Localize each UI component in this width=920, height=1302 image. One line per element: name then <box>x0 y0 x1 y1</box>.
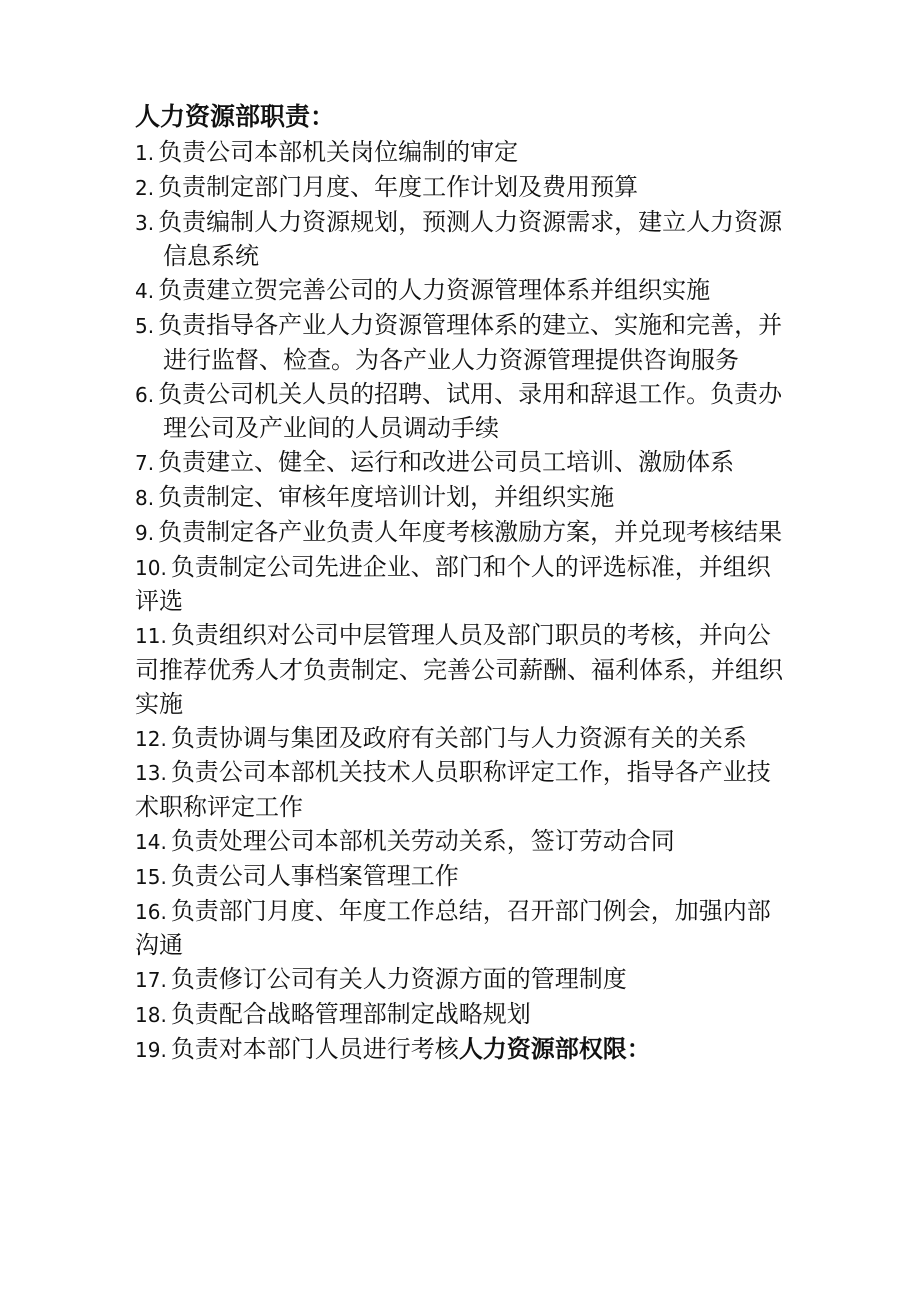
item-text: 负责建立贺完善公司的人力资源管理体系并组织实施 <box>158 276 711 305</box>
item-text: 负责公司人事档案管理工作 <box>170 861 459 890</box>
item-text: 负责编制人力资源规划，预测人力资源需求，建立人力资源信息系统 <box>158 207 783 271</box>
list-item <box>135 378 787 447</box>
item-number: 9. <box>135 520 155 545</box>
item-number: 12. <box>135 726 167 751</box>
item-number: 13. <box>135 761 167 786</box>
item-text: 负责制定、审核年度培训计划，并组织实施 <box>158 482 615 511</box>
item-number: 2. <box>135 175 155 200</box>
item-text: 负责制定部门月度、年度工作计划及费用预算 <box>158 172 639 201</box>
list-item <box>135 1033 787 1068</box>
list-item <box>135 860 787 895</box>
item-number: 7. <box>135 451 155 476</box>
list-item <box>135 963 787 998</box>
item-number: 14. <box>135 829 167 854</box>
item-text: 负责制定各产业负责人年度考核激励方案，并兑现考核结果 <box>158 517 783 546</box>
item-text: 负责公司机关人员的招聘、试用、录用和辞退工作。负责办理公司及产业间的人员调动手续 <box>158 379 783 443</box>
list-item <box>135 998 787 1033</box>
item-number: 4. <box>135 279 155 304</box>
duties-list <box>135 136 787 1068</box>
item-number: 16. <box>135 899 167 924</box>
item-text: 负责公司本部机关岗位编制的审定 <box>158 138 519 166</box>
section-title: 人力资源部职责： <box>135 102 336 131</box>
item-text: 负责组织对公司中层管理人员及部门职员的考核，并向公司推荐优秀人才负责制定、完善公司薪酬、福利体系，并组织实施 <box>135 621 783 718</box>
item-number: 8. <box>135 485 155 510</box>
list-item <box>135 481 787 516</box>
item-number: 17. <box>135 968 167 993</box>
item-number: 6. <box>135 382 155 407</box>
list-item <box>135 309 787 378</box>
item-text: 负责公司本部机关技术人员职称评定工作，指导各产业技术职称评定工作 <box>135 758 771 822</box>
item-text: 负责部门月度、年度工作总结，召开部门例会，加强内部沟通 <box>135 896 771 960</box>
item-text: 负责处理公司本部机关劳动关系，签订劳动合同 <box>170 826 675 855</box>
item-number: 3. <box>135 210 155 235</box>
item-text: 负责指导各产业人力资源管理体系的建立、实施和完善，并进行监督、检查。为各产业人力资源管理提供咨询服务 <box>158 310 783 374</box>
item-text: 负责对本部门人员进行考核 <box>170 1034 459 1063</box>
list-item <box>135 619 787 721</box>
list-item <box>135 756 787 825</box>
item-number: 5. <box>135 313 155 338</box>
list-item <box>135 171 787 206</box>
item-number: 18. <box>135 1002 167 1027</box>
list-item <box>135 274 787 309</box>
item-text: 负责配合战略管理部制定战略规划 <box>170 999 531 1028</box>
document-page <box>135 100 787 1068</box>
item-number: 10. <box>135 555 167 580</box>
item-number: 1. <box>135 141 155 165</box>
item-text: 负责修订公司有关人力资源方面的管理制度 <box>170 965 627 994</box>
item-number: 15. <box>135 864 167 889</box>
list-item <box>135 551 787 620</box>
item-text: 负责建立、健全、运行和改进公司员工培训、激励体系 <box>158 448 735 477</box>
item-number: 11. <box>135 624 167 649</box>
item-text: 负责协调与集团及政府有关部门与人力资源有关的关系 <box>170 723 747 752</box>
list-item <box>135 136 787 171</box>
list-item <box>135 206 787 275</box>
item-number: 19. <box>135 1037 167 1062</box>
list-item <box>135 895 787 964</box>
item-text: 负责制定公司先进企业、部门和个人的评选标准，并组织评选 <box>135 552 771 616</box>
list-item <box>135 446 787 481</box>
next-section-heading: 人力资源部权限： <box>458 1034 651 1063</box>
list-item <box>135 825 787 860</box>
list-item <box>135 516 787 551</box>
list-item <box>135 722 787 757</box>
